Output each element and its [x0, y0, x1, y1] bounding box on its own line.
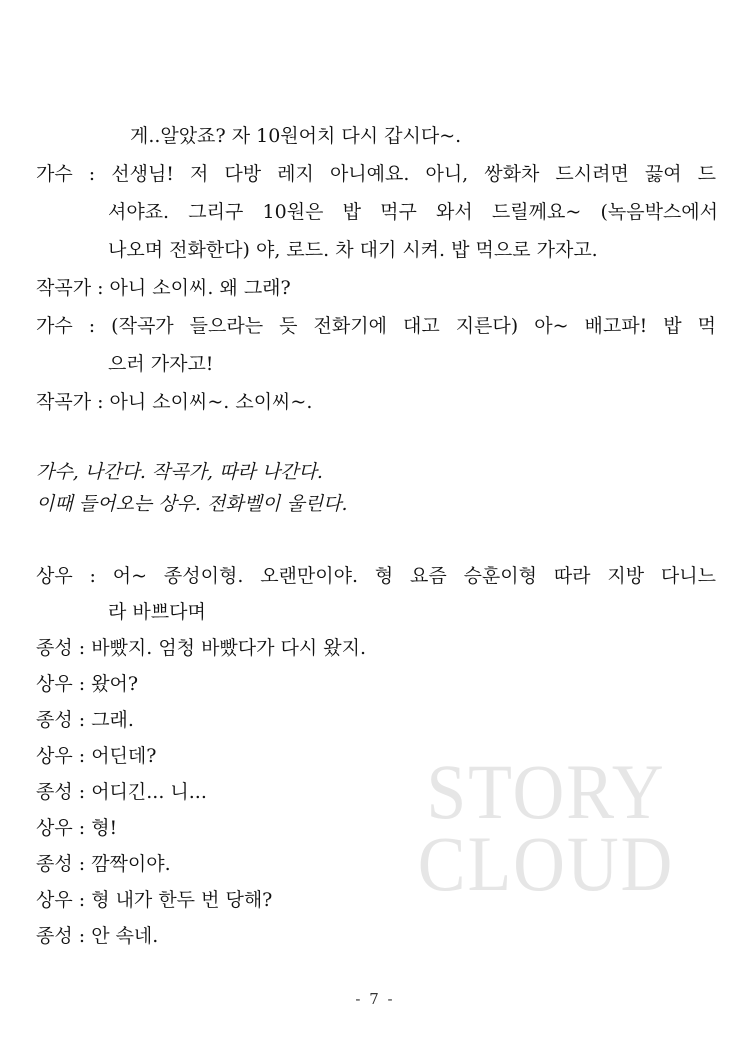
dialogue-line-sangwoo: 상우 : 형! — [36, 817, 118, 839]
stage-direction: 이때 들어오는 상우. 전화벨이 울린다. — [36, 493, 348, 515]
dialogue-line-jongsung: 종성 : 그래. — [36, 709, 134, 731]
dialogue-line-composer: 작곡가 : 아니 소이씨~. 소이씨~. — [36, 391, 313, 413]
dialogue-continuation: 셔야죠. 그리구 10원은 밥 먹구 와서 드릴께요~ (녹음박스에서 — [108, 201, 718, 223]
dialogue-line-singer: 가수 : (작곡가 들으라는 듯 전화기에 대고 지른다) 아~ 배고파! 밥 먹 — [36, 315, 716, 337]
dialogue-line-singer: 가수 : 선생님! 저 다방 레지 아니예요. 아니, 쌍화차 드시려면 끓여 드 — [36, 163, 716, 185]
dialogue-continuation: 게..알았죠? 자 10원어치 다시 갑시다~. — [130, 125, 462, 147]
dialogue-line-jongsung: 종성 : 바빴지. 엄청 바빴다가 다시 왔지. — [36, 637, 367, 659]
dialogue-line-jongsung: 종성 : 어디긴... 니... — [36, 781, 207, 803]
dialogue-continuation: 나오며 전화한다) 야, 로드. 차 대기 시켜. 밥 먹으로 가자고. — [108, 239, 598, 261]
dialogue-line-sangwoo: 상우 : 어~ 종성이형. 오랜만이야. 형 요즘 승훈이형 따라 지방 다니느 — [36, 565, 716, 587]
dialogue-continuation: 으러 가자고! — [108, 353, 214, 375]
dialogue-line-jongsung: 종성 : 안 속네. — [36, 925, 159, 947]
dialogue-line-jongsung: 종성 : 깜짝이야. — [36, 853, 171, 875]
dialogue-line-sangwoo: 상우 : 형 내가 한두 번 당해? — [36, 889, 273, 911]
dialogue-line-sangwoo: 상우 : 어딘데? — [36, 745, 157, 767]
watermark-line-2: CLOUD — [417, 820, 675, 907]
dialogue-continuation: 라 바쁘다며 — [108, 601, 206, 623]
watermark-line-1: STORY — [426, 748, 666, 835]
stage-direction: 가수, 나간다. 작곡가, 따라 나간다. — [36, 461, 323, 483]
dialogue-line-sangwoo: 상우 : 왔어? — [36, 673, 139, 695]
dialogue-line-composer: 작곡가 : 아니 소이씨. 왜 그래? — [36, 277, 291, 299]
page-number: - 7 - — [355, 990, 395, 1008]
